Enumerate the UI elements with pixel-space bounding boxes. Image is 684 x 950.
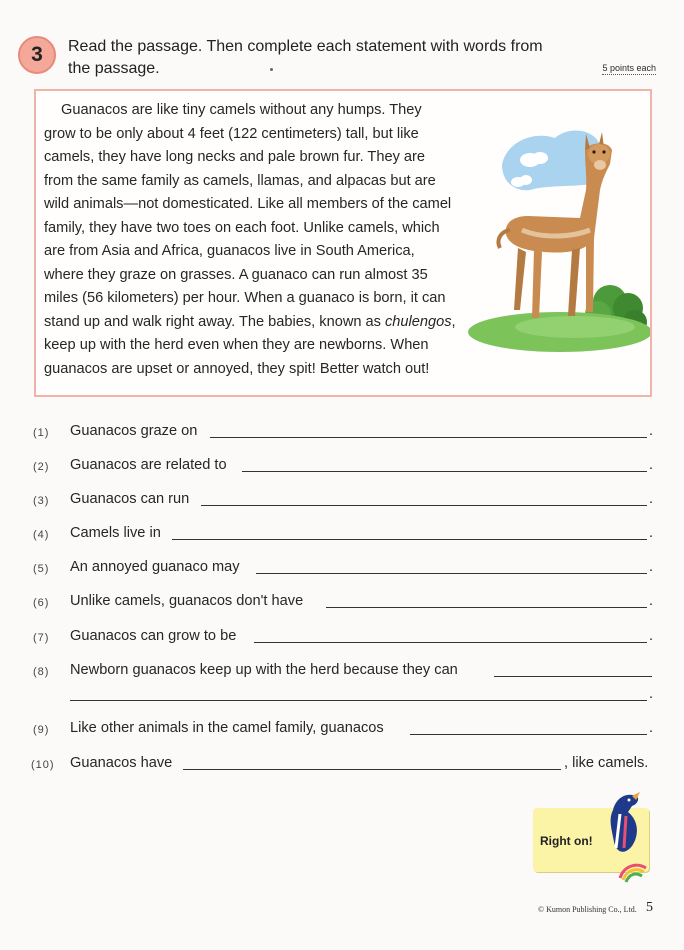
question-text: Newborn guanacos keep up with the herd because they can	[70, 662, 458, 678]
question-end: .	[649, 559, 654, 575]
passage-text-2: , keep up with the herd even when they are newborns. When guanacos are upset or annoyed, they spit! Better watch out!	[44, 313, 456, 377]
question-end: , like camels.	[564, 755, 649, 771]
question-end: .	[649, 686, 654, 702]
answer-blank[interactable]	[210, 437, 647, 438]
question-9	[0, 720, 684, 744]
question-number: (8)	[33, 666, 50, 678]
answer-blank[interactable]	[242, 471, 647, 472]
question-end: .	[649, 628, 654, 644]
question-1	[0, 423, 684, 447]
question-number: (1)	[33, 427, 50, 439]
question-end: .	[649, 423, 654, 439]
question-text: An annoyed guanaco may	[70, 559, 240, 575]
question-number: (3)	[33, 495, 50, 507]
answer-blank[interactable]	[256, 573, 647, 574]
question-end: .	[649, 491, 654, 507]
answer-blank[interactable]	[201, 505, 647, 506]
sticker-label: Right on!	[540, 834, 593, 848]
instructions	[68, 36, 588, 80]
instruction-line-1: Read the passage. Then complete each statement with words from	[68, 38, 543, 55]
page-number: 5	[646, 900, 653, 915]
question-3	[0, 491, 684, 515]
question-number: (7)	[33, 632, 50, 644]
question-text: Guanacos graze on	[70, 423, 198, 439]
answer-blank[interactable]	[326, 607, 647, 608]
question-number: (2)	[33, 461, 50, 473]
passage-text-1: Guanacos are like tiny camels without any humps. They grow to be only about 4 feet (122 centimeters) tall, but like camels, they have long necks and pale brown fur. They are from the same family as camels, llamas, and alpacas but are wild animals—not domesticated. Like all members of the camel family, they have two toes on each foot. Unlike camels, which are from Asia and Africa, guanacos live in South America, where they graze on grasses. A guanaco can run almost 35 miles (56 kilometers) per hour. When a guanaco is born, it can stand up and walk right away. The babies, known as	[44, 102, 452, 330]
question-number: (6)	[33, 597, 50, 609]
answer-blank[interactable]	[494, 676, 652, 677]
question-text: Guanacos can run	[70, 491, 190, 507]
stray-mark	[270, 68, 273, 71]
question-4	[0, 525, 684, 549]
answer-blank[interactable]	[70, 700, 647, 701]
guanaco-illustration	[460, 120, 650, 360]
answer-blank[interactable]	[172, 539, 647, 540]
question-5	[0, 559, 684, 583]
answer-blank[interactable]	[183, 769, 561, 770]
question-7	[0, 628, 684, 652]
answer-blank[interactable]	[410, 734, 647, 735]
question-2	[0, 457, 684, 481]
question-end: .	[649, 525, 654, 541]
question-text: Unlike camels, guanacos don't have	[70, 593, 304, 609]
bird-icon	[611, 792, 640, 852]
instruction-line-2: the passage.	[68, 60, 160, 77]
exercise-number-badge	[18, 36, 56, 74]
answer-blank[interactable]	[254, 642, 647, 643]
question-end: .	[649, 593, 654, 609]
question-text: Guanacos have	[70, 755, 173, 771]
question-text: Guanacos are related to	[70, 457, 227, 473]
reading-passage	[44, 99, 456, 381]
question-end: .	[649, 457, 654, 473]
question-number: (4)	[33, 529, 50, 541]
question-text: Like other animals in the camel family, guanacos	[70, 720, 384, 736]
points-label: 5 points each	[602, 63, 656, 73]
question-number: (10)	[31, 759, 55, 771]
exercise-number: 3	[31, 43, 43, 66]
rainbow-icon	[620, 865, 646, 882]
question-end: .	[649, 720, 654, 736]
copyright: © Kumon Publishing Co., Ltd.	[538, 905, 637, 914]
passage-italic-word: chulengos	[385, 313, 452, 330]
question-6	[0, 593, 684, 617]
question-8	[0, 662, 684, 686]
question-text: Camels live in	[70, 525, 161, 541]
question-number: (9)	[33, 724, 50, 736]
question-10	[0, 755, 684, 779]
grass-icon	[468, 312, 650, 352]
question-8-continuation	[0, 686, 684, 710]
question-text: Guanacos can grow to be	[70, 628, 237, 644]
question-number: (5)	[33, 563, 50, 575]
